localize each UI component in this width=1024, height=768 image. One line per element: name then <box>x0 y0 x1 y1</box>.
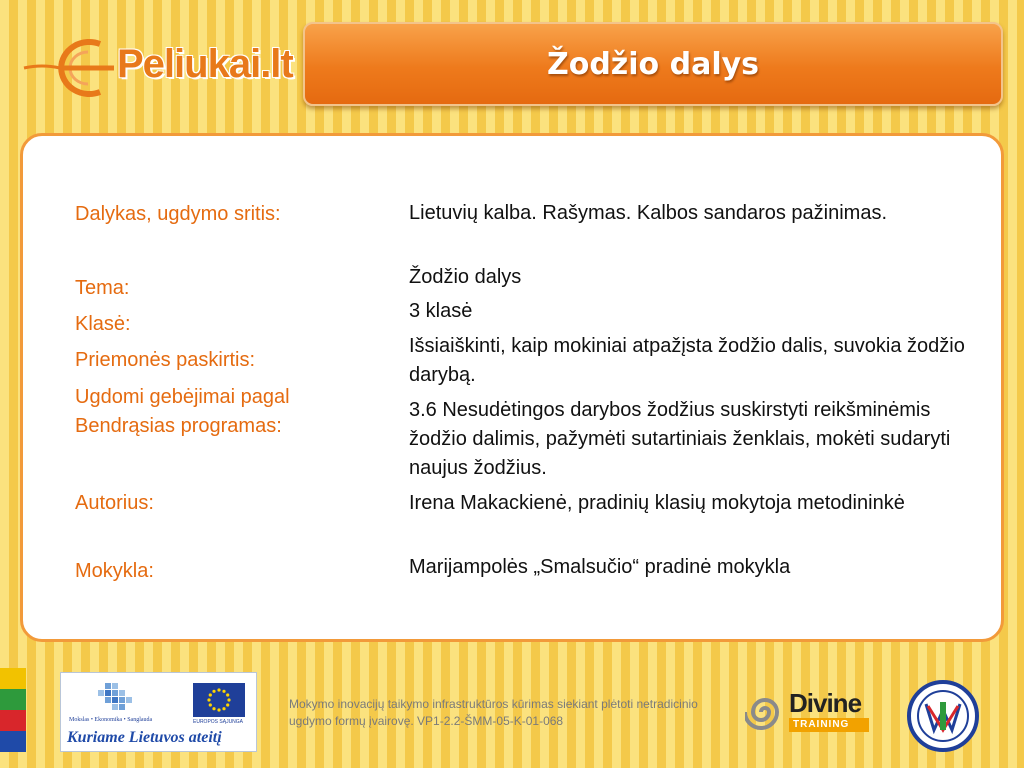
value-skills: 3.6 Nesudėtingos darybos žodžius suskirstyti reikšminėmis žodžio dalimis, pažymėti sutartiniais ženklais, mokėti sudaryti naujus žodžius. <box>409 399 951 479</box>
peliukai-logo[interactable] <box>22 30 293 100</box>
divine-spiral-icon <box>745 688 785 736</box>
divine-training-logo <box>745 688 870 736</box>
logo-text: Peliukai.lt <box>117 42 293 86</box>
color-strip <box>0 668 26 752</box>
value-school: Marijampolės „Smalsučio“ pradinė mokykla <box>409 556 791 578</box>
eu-logo-caption: Mokslas • Ekonomika • Sanglauda <box>69 717 153 723</box>
eu-slogan: Kuriame Lietuvos ateitį <box>67 729 222 746</box>
label-skills: Ugdomi gebėjimai pagal Bendrąsias programas: <box>75 386 290 437</box>
divine-sub: TRAINING <box>789 718 869 732</box>
label-topic: Tema: <box>75 277 130 299</box>
divine-word: Divine <box>789 688 862 718</box>
label-class: Klasė: <box>75 313 131 335</box>
label-author: Autorius: <box>75 492 154 514</box>
label-purpose: Priemonės paskirtis: <box>75 349 256 371</box>
project-text: Mokymo inovacijų taikymo infrastruktūros kūrimas siekiant plėtoti netradicinio ugdymo formų įvairovę. VP1-2.2-ŠMM-05-K-01-068 <box>289 697 698 728</box>
value-class: 3 klasė <box>409 300 473 322</box>
peliukai-mouse-icon <box>22 30 132 100</box>
value-purpose: Išsiaiškinti, kaip mokiniai atpažįsta žodžio dalis, suvokia žodžio darybą. <box>409 335 965 386</box>
eu-flag-icon <box>193 683 245 717</box>
title-banner <box>303 22 1003 106</box>
eu-flag-caption: EUROPOS SĄJUNGA <box>193 719 244 725</box>
school-emblem-icon <box>904 676 982 756</box>
value-topic: Žodžio dalys <box>409 266 522 288</box>
label-school: Mokykla: <box>75 560 154 582</box>
details-card <box>20 133 1004 642</box>
label-subject: Dalykas, ugdymo sritis: <box>75 203 281 225</box>
eu-funding-logo <box>60 672 257 752</box>
value-subject: Lietuvių kalba. Rašymas. Kalbos sandaros pažinimas. <box>409 202 888 224</box>
slide-title: Žodžio dalys <box>546 46 760 82</box>
value-author: Irena Makackienė, pradinių klasių mokytoja metodininkė <box>409 492 905 514</box>
pixel-map-icon <box>95 681 135 717</box>
